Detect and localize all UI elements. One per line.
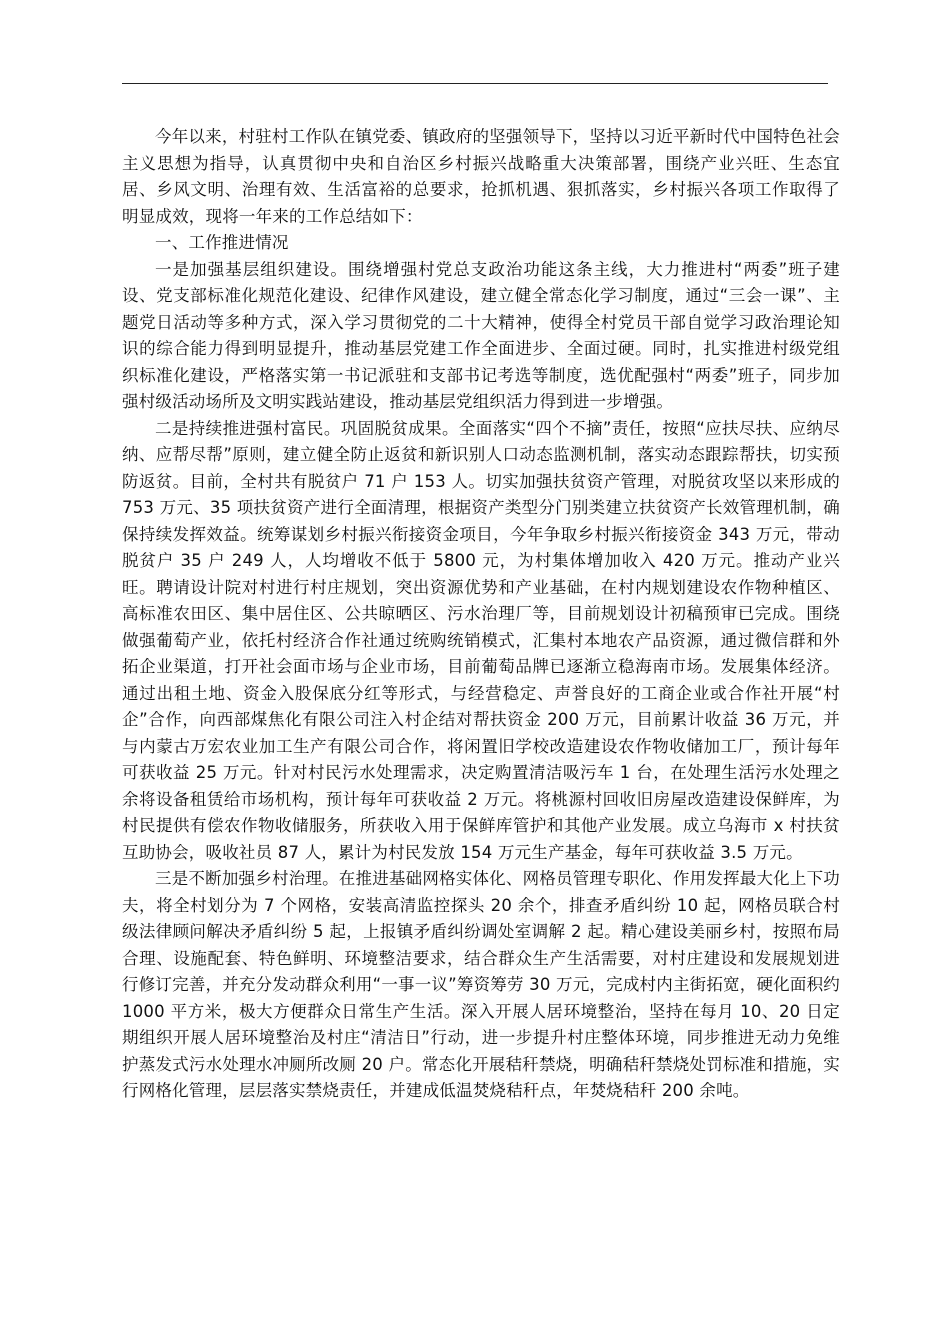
- paragraph-organization-building: 一是加强基层组织建设。围绕增强村党总支政治功能这条主线，大力推进村“两委”班子建设、党支部标准化规范化建设、纪律作风建设，建立健全常态化学习制度，通过“三会一课”、主题党日活动等多种方式，深入学习贯彻党的二十大精神，使得全村党员干部自觉学习政治理论知识的综合能力得到明显提升，推动基层党建工作全面进步、全面过硬。同时，扎实推进村级党组织标准化建设，严格落实第一书记派驻和支部书记考选等制度，选优配强村“两委”班子，同步加强村级活动场所及文明实践站建设，推动基层党组织活力得到进一步增强。: [122, 259, 840, 411]
- section-heading: 一、工作推进情况: [155, 233, 289, 252]
- document-body: [122, 124, 840, 1105]
- paragraph-village-prosperity: 二是持续推进强村富民。巩固脱贫成果。全面落实“四个不摘”责任，按照“应扶尽扶、应纳尽纳、应帮尽帮”原则，建立健全防止返贫和新识别人口动态监测机制，落实动态跟踪帮扶，切实预防返贫。目前，全村共有脱贫户 71 户 153 人。切实加强扶贫资产管理，对脱贫攻坚以来形成的 753 万元、35 项扶贫资产进行全面清理，根据资产类型分门别类建立扶贫资产长效管理机制，确保持续发挥效益。统筹谋划乡村振兴衔接资金项目，今年争取乡村振兴衔接资金 343 万元，带动脱贫户 35 户 249 人，人均增收不低于 5800 元，为村集体增加收入 420 万元。推动产业兴旺。聘请设计院对村进行村庄规划，突出资源优势和产业基础，在村内规划建设农作物种植区、高标准农田区、集中居住区、公共晾晒区、污水治理厂等，目前规划设计初稿预审已完成。围绕做强葡萄产业，依托村经济合作社通过统购统销模式，汇集村本地农产品资源，通过微信群和外拓企业渠道，打开社会面市场与企业市场，目前葡萄品牌已逐渐立稳海南市场。发展集体经济。通过出租土地、资金入股保底分红等形式，与经营稳定、声誉良好的工商企业或合作社开展“村企”合作，向西部煤焦化有限公司注入村企结对帮扶资金 200 万元，目前累计收益 36 万元，并与内蒙古万宏农业加工生产有限公司合作，将闲置旧学校改造建设农作物收储加工厂，预计每年可获收益 25 万元。针对村民污水处理需求，决定购置清洁吸污车 1 台，在处理生活污水处理之余将设备租赁给市场机构，预计每年可获收益 2 万元。将桃源村回收旧房屋改造建设保鲜库，为村民提供有偿农作物收储服务，所获收入用于保鲜库管护和其他产业发展。成立乌海市 x 村扶贫互助协会，吸收社员 87 人，累计为村民发放 154 万元生产基金，每年可获收益 3.5 万元。: [122, 418, 840, 862]
- paragraph-rural-governance: 三是不断加强乡村治理。在推进基础网格实体化、网格员管理专职化、作用发挥最大化上下功夫，将全村划分为 7 个网格，安装高清监控探头 20 余个，排查矛盾纠纷 10 起，网格员联合村级法律顾问解决矛盾纠纷 5 起，上报镇矛盾纠纷调处室调解 2 起。精心建设美丽乡村，按照布局合理、设施配套、特色鲜明、环境整洁要求，结合群众生产生活需要，对村庄建设和发展规划进行修订完善，并充分发动群众利用“一事一议”筹资筹劳 30 万元，完成村内主街拓宽，硬化面积约 1000 平方米，极大方便群众日常生产生活。深入开展人居环境整治，坚持在每月 10、20 日定期组织开展人居环境整治及村庄“清洁日”行动，进一步提升村庄整体环境，同步推进无动力免维护蒸发式污水处理水冲厕所改厕 20 户。常态化开展秸秆禁烧，明确秸秆禁烧处罚标准和措施，实行网格化管理，层层落实禁烧责任，并建成低温焚烧秸秆点，年焚烧秸秆 200 余吨。: [122, 869, 840, 1100]
- header-rule: [122, 83, 828, 84]
- intro-paragraph: 今年以来，村驻村工作队在镇党委、镇政府的坚强领导下，坚持以习近平新时代中国特色社会主义思想为指导，认真贯彻中央和自治区乡村振兴战略重大决策部署，围绕产业兴旺、生态宜居、乡风文明、治理有效、生活富裕的总要求，抢抓机遇、狠抓落实，乡村振兴各项工作取得了明显成效，现将一年来的工作总结如下：: [122, 127, 840, 226]
